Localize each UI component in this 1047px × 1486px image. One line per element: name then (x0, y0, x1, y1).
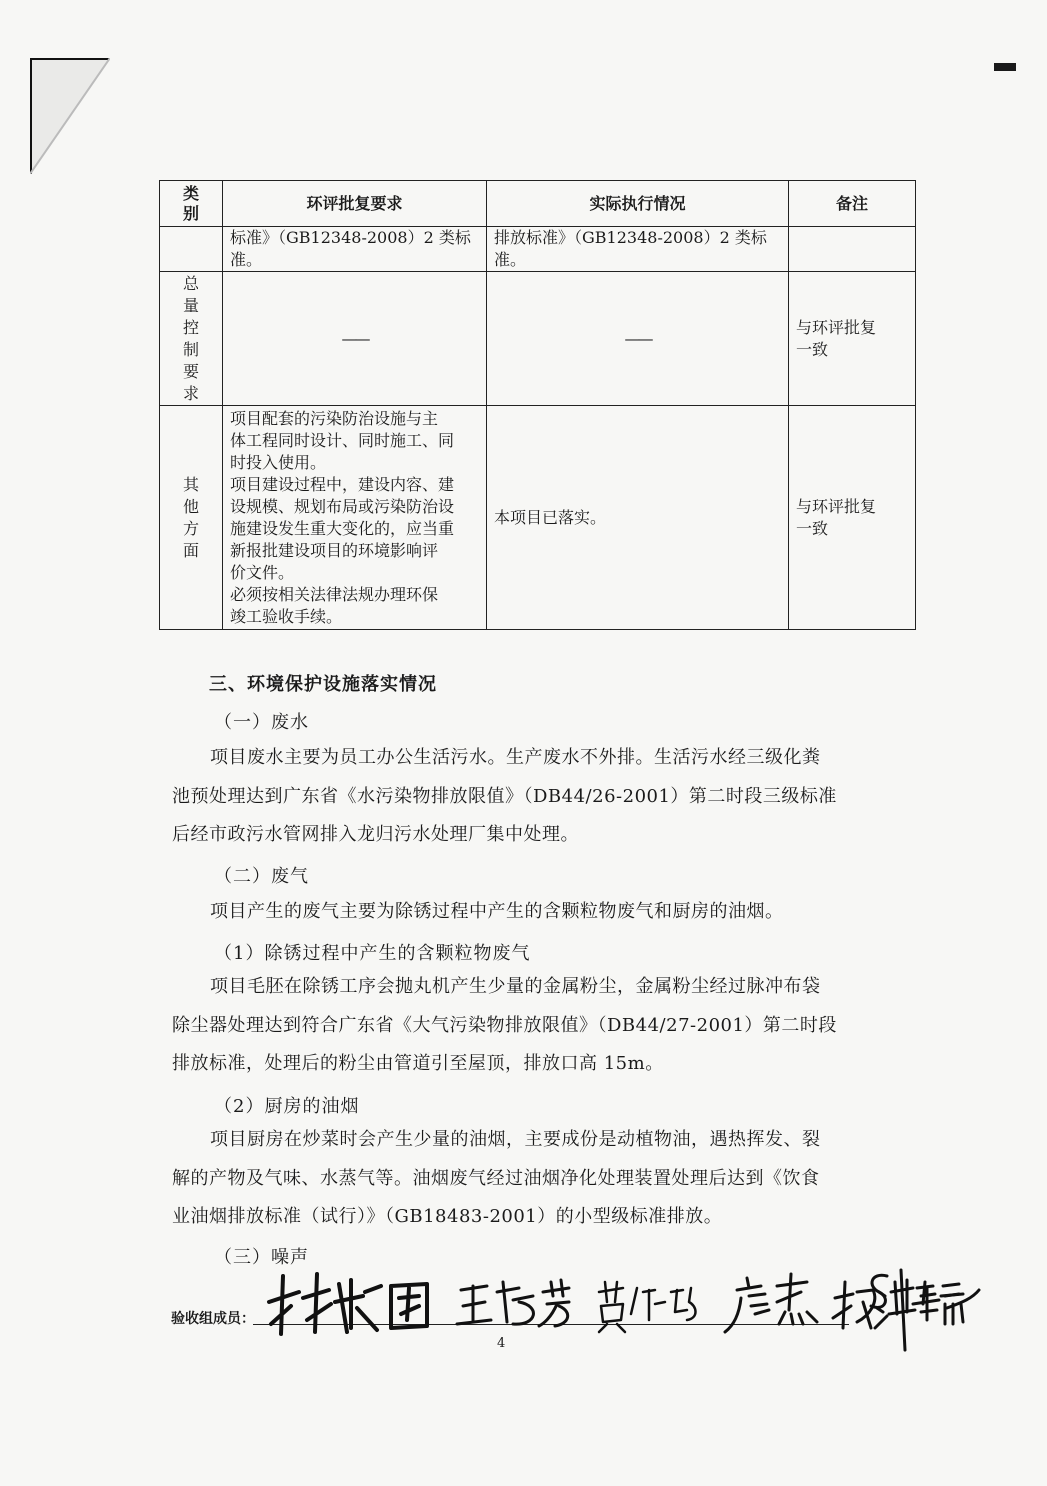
header-requirement: 环评批复要求 (223, 181, 487, 227)
row-requirement: 项目配套的污染防治设施与主 体工程同时设计、同时施工、同 时投入使用。 项目建设过程中，建设内容、建 设规模、规划布局或污染防治设 施建设发生重大变化的，应当重 新报批建设项目的环境影响评 价文件。 必须按相关法律法规办理环保 竣工验收手续。 (223, 406, 487, 630)
wastewater-heading: （一）废水 (214, 712, 309, 733)
row-requirement (223, 272, 487, 406)
paragraph-line: 项目毛胚在除锈工序会抛丸机产生少量的金属粉尘，金属粉尘经过脉冲布袋 (210, 976, 821, 997)
scan-edge-mark (994, 63, 1016, 71)
paragraph-line: 项目厨房在炒菜时会产生少量的油烟，主要成份是动植物油，遇热挥发、裂 (210, 1129, 821, 1150)
row-note: 与环评批复 一致 (789, 272, 916, 406)
paragraph-line: 项目产生的废气主要为除锈过程中产生的含颗粒物废气和厨房的油烟。 (210, 901, 784, 922)
kitchen-fume-paragraph (172, 1121, 850, 1237)
row-category (160, 227, 223, 272)
row-category: 其 他 方 面 (160, 406, 223, 630)
paragraph-line: 后经市政污水管网排入龙归污水处理厂集中处理。 (172, 824, 579, 845)
handwritten-signature-extra (861, 1252, 991, 1352)
paragraph-line: 排放标准，处理后的粉尘由管道引至屋顶，排放口高 15m。 (172, 1053, 664, 1074)
dust-heading: （1）除锈过程中产生的含颗粒物废气 (214, 943, 531, 964)
section-heading: 三、环境保护设施落实情况 (209, 674, 437, 695)
header-note: 备注 (789, 181, 916, 227)
table-row (160, 272, 916, 406)
row-category: 总 量 控 制 要 求 (160, 272, 223, 406)
wastewater-paragraph (172, 739, 850, 855)
empty-dash: —— (341, 328, 368, 348)
waste-gas-heading: （二）废气 (214, 866, 309, 887)
signature-label: 验收组成员： (171, 1311, 255, 1327)
paragraph-line: 池预处理达到广东省《水污染物排放限值》（DB44/26-2001）第二时段三级标准 (172, 785, 837, 807)
paragraph-line: 项目废水主要为员工办公生活污水。生产废水不外排。生活污水经三级化粪 (210, 747, 821, 768)
folded-corner-shadow (30, 58, 110, 174)
header-category: 类 别 (160, 181, 223, 227)
row-requirement: 标准》（GB12348-2008）2 类标 准。 (223, 227, 487, 272)
noise-heading: （三）噪声 (214, 1247, 309, 1268)
empty-dash: —— (624, 328, 651, 348)
waste-gas-intro (172, 893, 850, 932)
page-number: 4 (497, 1336, 506, 1351)
row-actual: 本项目已落实。 (487, 406, 789, 630)
row-actual (487, 272, 789, 406)
approval-comparison-table (159, 180, 916, 630)
paragraph-line: 除尘器处理达到符合广东省《大气污染物排放限值》（DB44/27-2001）第二时段 (172, 1014, 837, 1036)
signature-row (171, 1262, 991, 1342)
kitchen-fume-heading: （2）厨房的油烟 (214, 1096, 360, 1117)
paragraph-line: 解的产物及气味、水蒸气等。油烟废气经过油烟净化处理装置处理后达到《饮食 (172, 1167, 820, 1189)
paragraph-line: 业油烟排放标准（试行）》（GB18483-2001）的小型级标准排放。 (172, 1206, 723, 1227)
row-note (789, 227, 916, 272)
header-actual: 实际执行情况 (487, 181, 789, 227)
table-row (160, 227, 916, 272)
dust-paragraph (172, 968, 850, 1084)
row-note: 与环评批复 一致 (789, 406, 916, 630)
table-row (160, 406, 916, 630)
table-header-row (160, 181, 916, 227)
row-actual: 排放标准》（GB12348-2008）2 类标 准。 (487, 227, 789, 272)
